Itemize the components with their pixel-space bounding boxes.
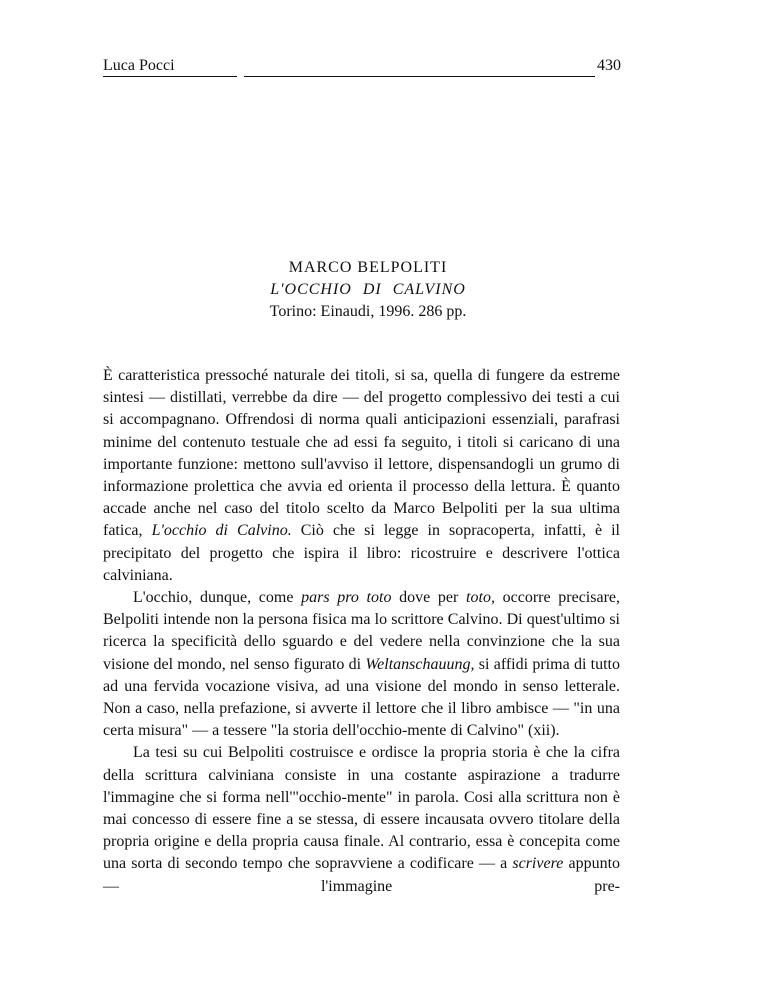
italic-phrase: pars pro toto (301, 589, 392, 607)
running-header (103, 57, 621, 79)
header-author: Luca Pocci (103, 57, 175, 74)
paragraph-3 (103, 742, 620, 897)
text-run: La tesi su cui Belpoliti costruisce e ordisce la propria storia è che la cifra della scrittura calviniana consiste in una costante aspirazione a tradurre l'immagine che si forma nell'"occhio-mente" in parola. Cosi alla scrittura non è mai concesso di essere fine a se stessa, di essere incausata ovvero titolare della propria origine e della propria causa finale. Al contrario, essa è concepita come una sorta di secondo tempo che sopravviene a codificare — a (103, 744, 620, 873)
italic-phrase: Weltanschauung, (365, 655, 475, 673)
header-page-number: 430 (597, 57, 621, 74)
review-body (103, 365, 620, 898)
text-run: L'occhio, dunque, come (133, 589, 302, 607)
text-run: si affidi prima di tutto ad una fervida vocazione visiva, ad una visione del mondo in senso letterale. Non a caso, nella prefazione, si avverte il lettore che il libro ambisce — "in una certa misura" — a tessere "la storia dell'occhio-mente di Calvino" (xii). (103, 655, 620, 740)
reviewed-book-author: MARCO BELPOLITI (288, 259, 448, 276)
reviewed-book-title: L'OCCHIO DI CALVINO (270, 281, 466, 298)
text-run: dove per (391, 589, 467, 607)
text-run: appunto — l'immagine pre- (103, 855, 621, 895)
paragraph-2 (103, 587, 620, 742)
italic-book-title: L'occhio di Calvino. (151, 522, 292, 540)
text-run: È caratteristica pressoché naturale dei titoli, si sa, quella di fungere da estreme sintesi — distillati, verrebbe da dire — del progetto complessivo dei testi a cui si accompagnano. Offrendosi di norma quali anticipazioni essenziali, parafrasi minime del contenuto testuale che ad essi fa seguito, i titoli si caricano di una importante funzione: mettono sull'avviso il lettore, dispensandogli un grumo di informazione prolettica che avvia ed orienta il processo della lettura. È quanto accade anche nel caso del titolo scelto da Marco Belpoliti per la sua ultima fatica, (103, 367, 620, 540)
publication-info: Torino: Einaudi, 1996. 286 pp. (269, 303, 467, 320)
paragraph-1 (103, 365, 620, 587)
text-run: occorre precisare, Belpoliti intende non la persona fisica ma lo scrittore Calvino. Di quest'ultimo si ricerca la specificità dello sguardo e del vedere nella convinzione che la sua visione del mondo, nel senso figurato di (103, 589, 620, 673)
review-heading (0, 257, 736, 323)
italic-phrase: toto, (466, 589, 495, 607)
text-run: Ciò che si legge in sopracoperta, infatti, è il precipitato del progetto che ispira il libro: ricostruire e descrivere l'ottica calviniana. (103, 522, 620, 584)
header-underline-left (103, 76, 237, 77)
header-underline-right (244, 76, 595, 77)
italic-phrase: scrivere (512, 855, 564, 873)
